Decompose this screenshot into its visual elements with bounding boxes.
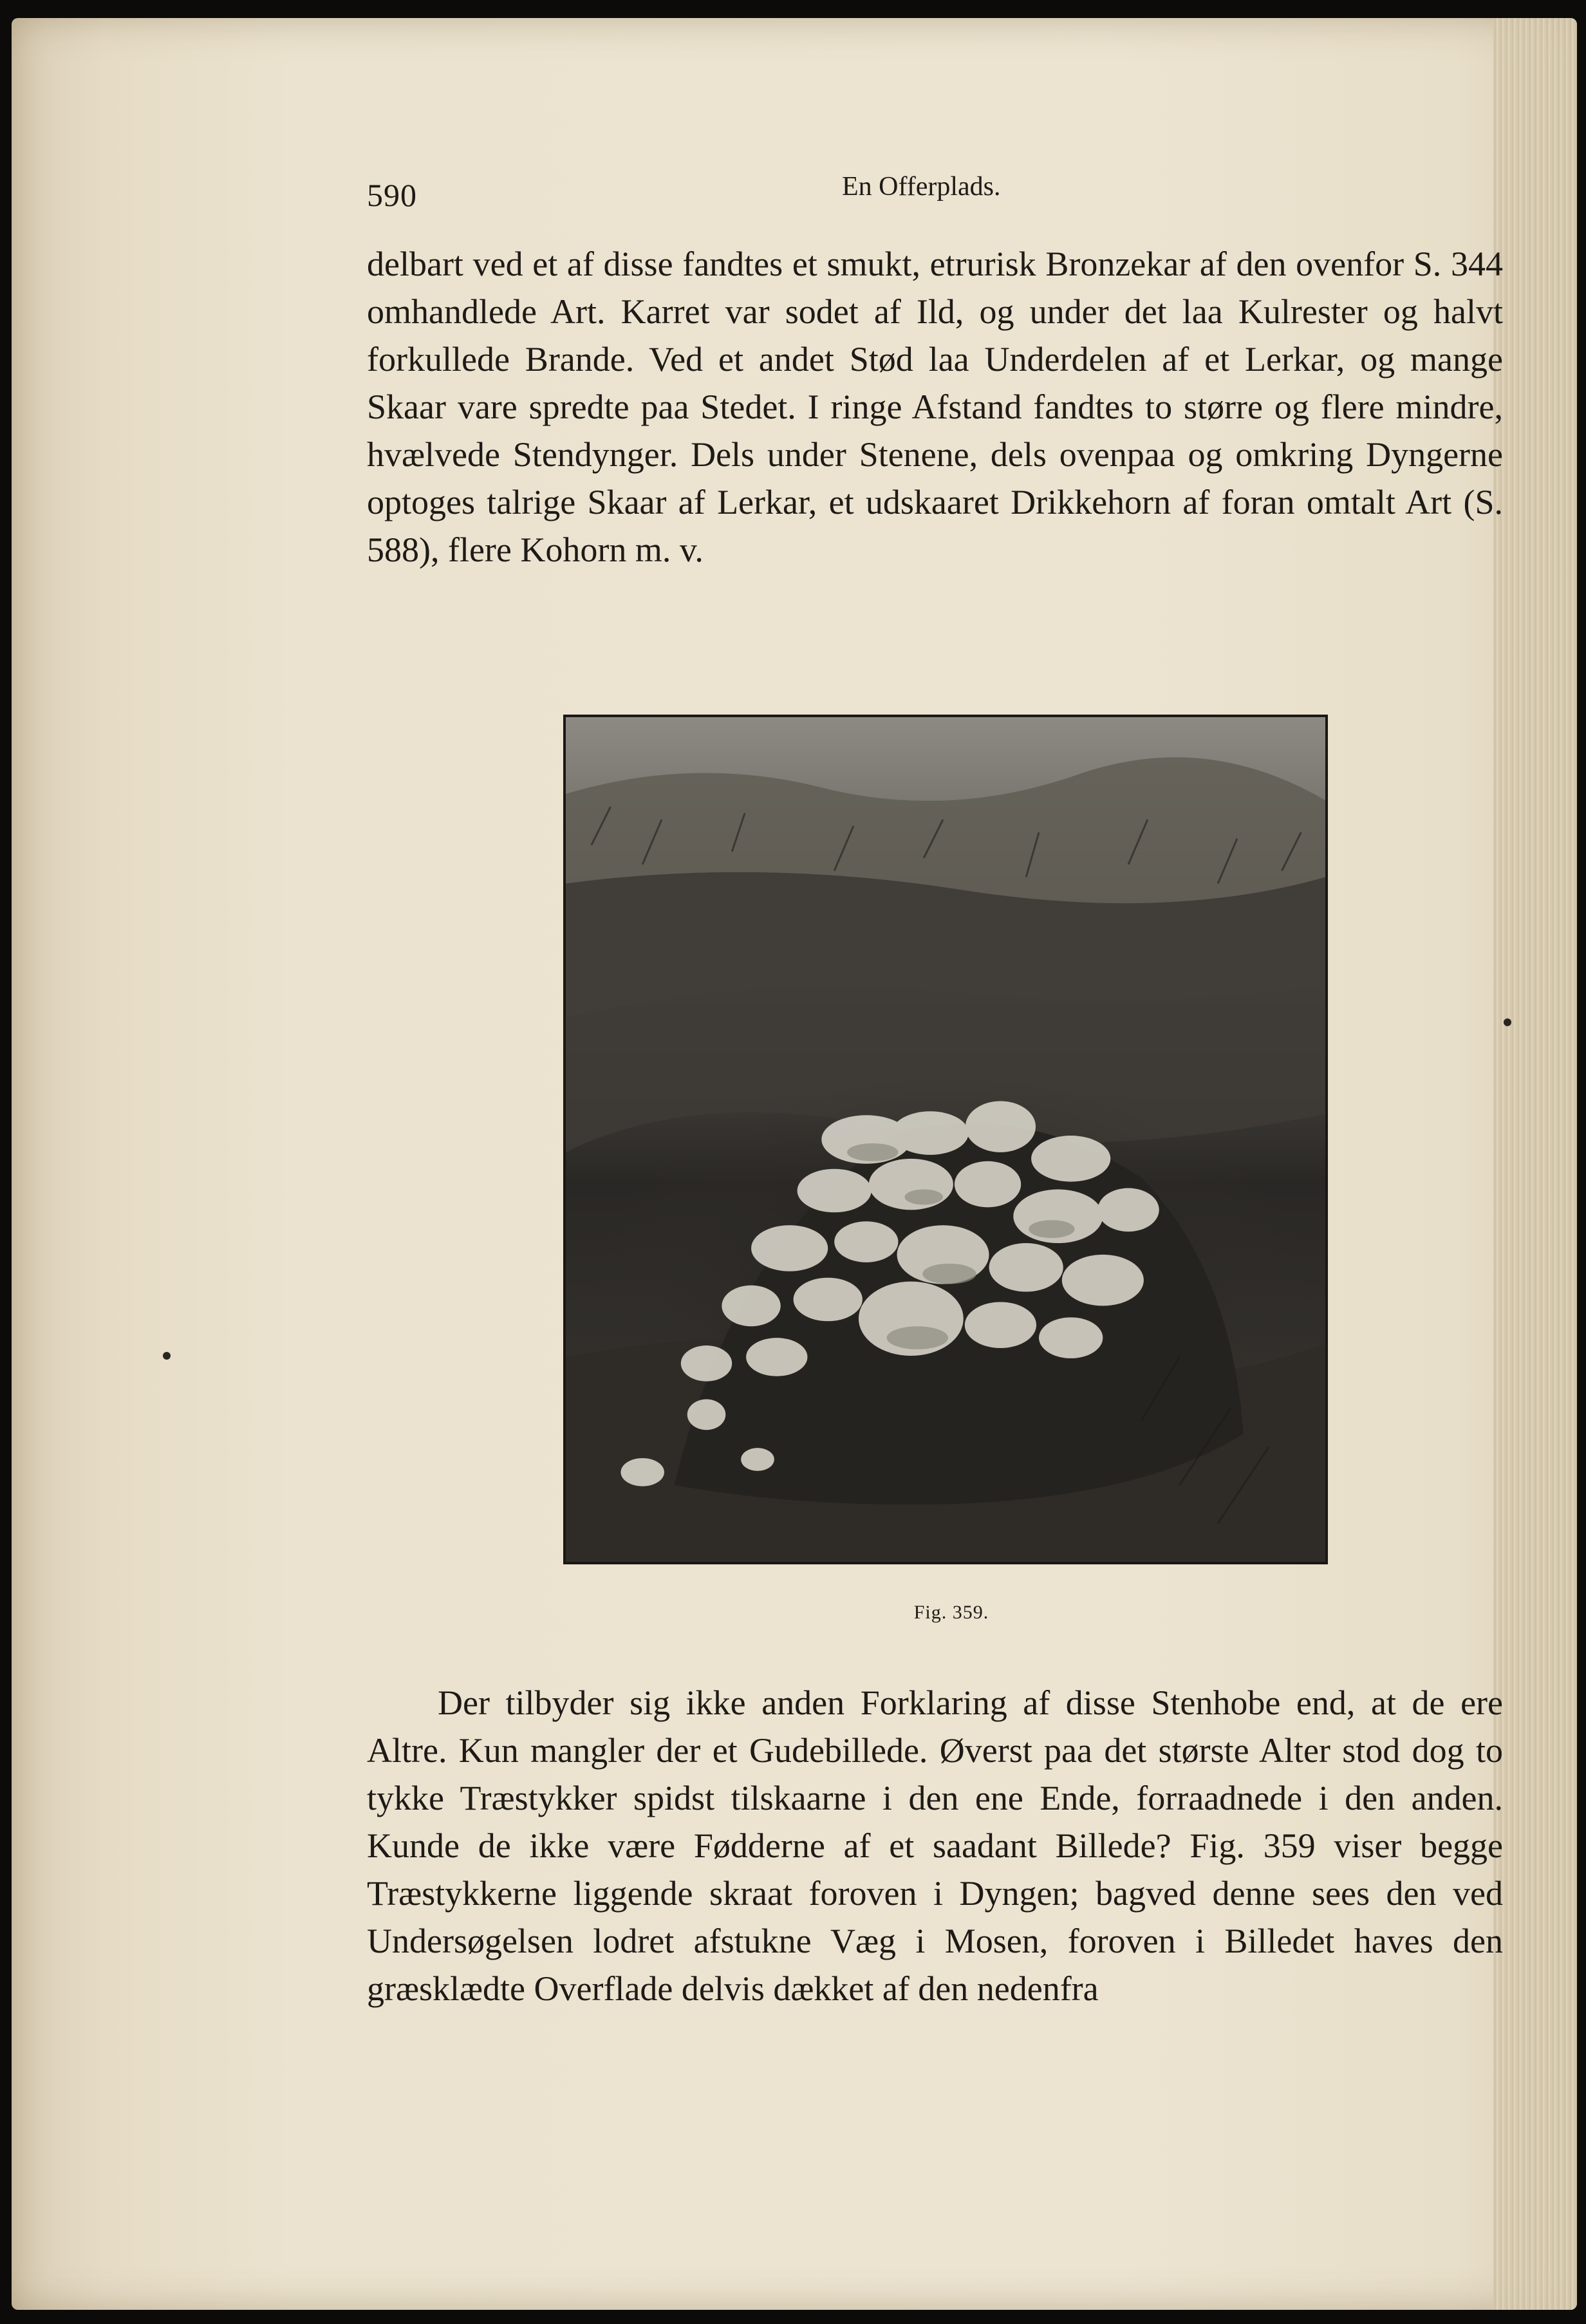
- book-page: [12, 18, 1577, 2310]
- paper-speck: [163, 1352, 171, 1360]
- paragraph-bottom: Der tilbyder sig ikke anden Forklaring af disse Stenhobe end, at de ere Altre. Kun mangler der et Gudebillede. Øverst paa det største Alter stod dog to tykke Træstykker spidst tilskaarne i den ene Ende, forraadnede i den anden. Kunde de ikke være Fødderne af et saadant Billede? Fig. 359 viser begge Træstykkerne liggende skraat foroven i Dyngen; bagved denne sees den ved Undersøgelsen lodret afstukne Væg i Mosen, foroven i Billedet haves den græsklædte Overflade delvis dækket af den nedenfra: [367, 1683, 1503, 2008]
- figure-photo: [563, 715, 1328, 1564]
- body-text-top: [367, 240, 1503, 574]
- page-number: 590: [367, 177, 417, 213]
- figure-caption: Fig. 359.: [913, 1602, 989, 1623]
- running-title: En Offerplads.: [842, 172, 1001, 201]
- body-text-bottom: [367, 1679, 1503, 2012]
- paper-speck: [1504, 1018, 1511, 1026]
- page-edge-stack: [1493, 18, 1577, 2310]
- paragraph-top: delbart ved et af disse fandtes et smukt, etrurisk Bronzekar af den ovenfor S. 344 omhandlede Art. Karret var sodet af Ild, og under det laa Kulrester og halvt forkullede Brande. Ved et andet Stød laa Underdelen af et Lerkar, og mange Skaar vare spredte paa Stedet. I ringe Afstand fandtes to større og flere mindre, hvælvede Stendynger. Dels under Stenene, dels ovenpaa og omkring Dyngerne optoges talrige Skaar af Lerkar, et udskaaret Drikkehorn af foran omtalt Art (S. 588), flere Kohorn m. v.: [367, 245, 1503, 569]
- stone-heap-photo: [566, 717, 1325, 1562]
- page-header: [12, 166, 1577, 218]
